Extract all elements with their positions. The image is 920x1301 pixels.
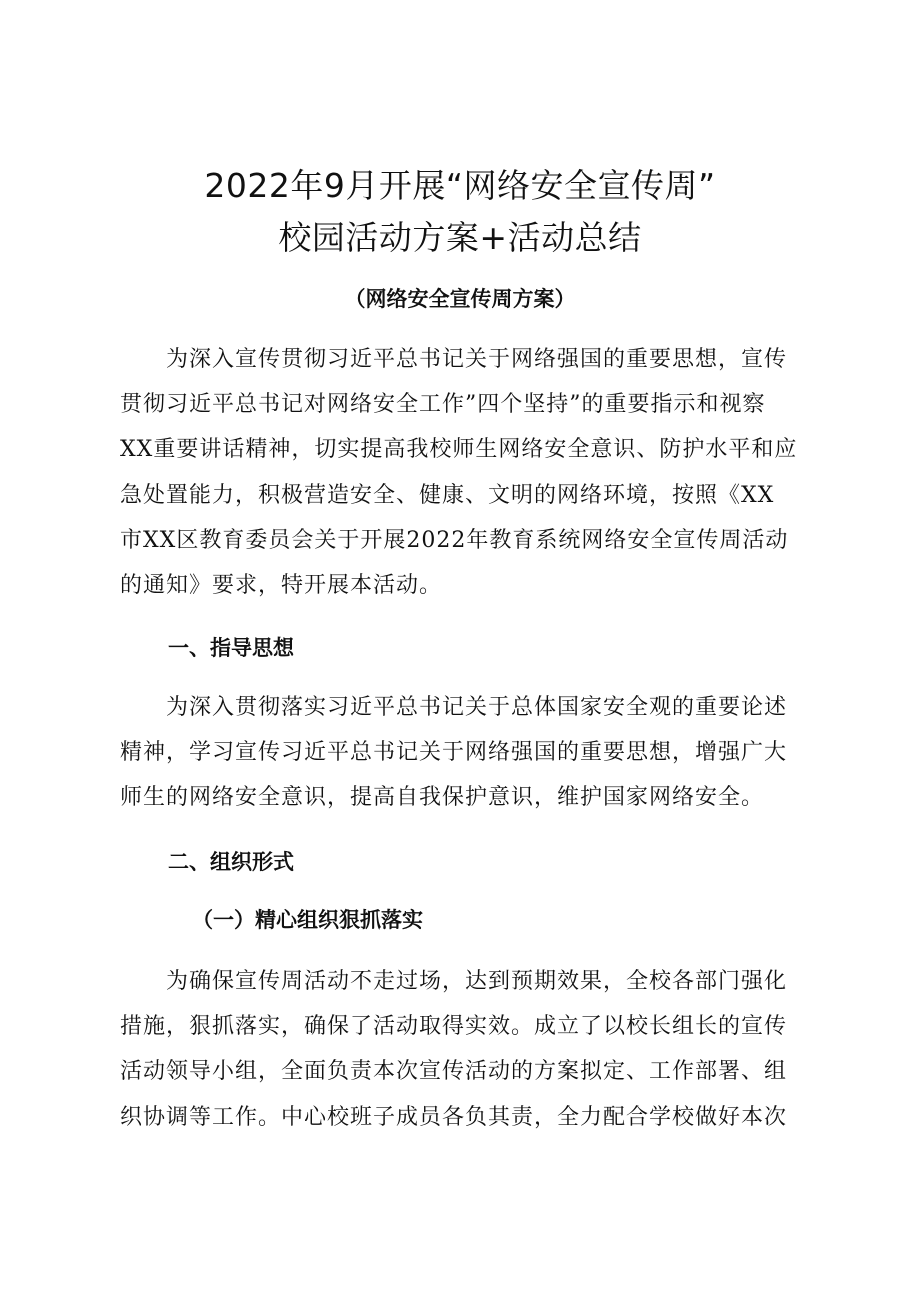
section1-paragraph <box>120 685 800 821</box>
document-subtitle: （网络安全宣传周方案） <box>344 287 576 311</box>
section2-sub1-line-2: 措施，狠抓落实，确保了活动取得实效。成立了以校长组长的宣传 <box>120 1014 788 1040</box>
intro-paragraph <box>120 337 800 608</box>
section2-subheading-1: （一）精心组织狠抓落实 <box>192 908 423 932</box>
section1-line-3: 师生的网络安全意识，提高自我保护意识，维护国家网络安全。 <box>120 785 765 811</box>
section2-sub1-paragraph <box>120 959 800 1140</box>
intro-line-3: XX重要讲话精神，切实提高我校师生网络安全意识、防护水平和应 <box>120 437 798 463</box>
section2-sub1-line-4: 织协调等工作。中心校班子成员各负其责，全力配合学校做好本次 <box>120 1104 788 1130</box>
title-line-1: 2022年9月开展“网络安全宣传周” <box>204 166 716 205</box>
section1-heading: 一、指导思想 <box>168 636 294 660</box>
title-line-2: 校园活动方案+活动总结 <box>278 218 642 257</box>
section2-sub1-line-3: 活动领导小组，全面负责本次宣传活动的方案拟定、工作部署、组 <box>120 1059 788 1085</box>
intro-line-2: 贯彻习近平总书记对网络安全工作”四个坚持”的重要指示和视察 <box>120 392 766 418</box>
intro-line-4: 急处置能力，积极营造安全、健康、文明的网络环境，按照《XX <box>120 482 775 508</box>
intro-line-5: 市XX区教育委员会关于开展2022年教育系统网络安全宣传周活动 <box>120 527 789 553</box>
document-title <box>0 160 920 264</box>
section1-line-2: 精神，学习宣传习近平总书记关于网络强国的重要思想，增强广大 <box>120 740 788 766</box>
section2-sub1-line-1: 为确保宣传周活动不走过场，达到预期效果，全校各部门强化 <box>120 969 788 994</box>
intro-line-6: 的通知》要求，特开展本活动。 <box>120 573 443 599</box>
section1-line-1: 为深入贯彻落实习近平总书记关于总体国家安全观的重要论述 <box>120 695 788 720</box>
section2-heading: 二、组织形式 <box>168 850 294 874</box>
intro-line-1: 为深入宣传贯彻习近平总书记关于网络强国的重要思想，宣传 <box>120 347 788 372</box>
